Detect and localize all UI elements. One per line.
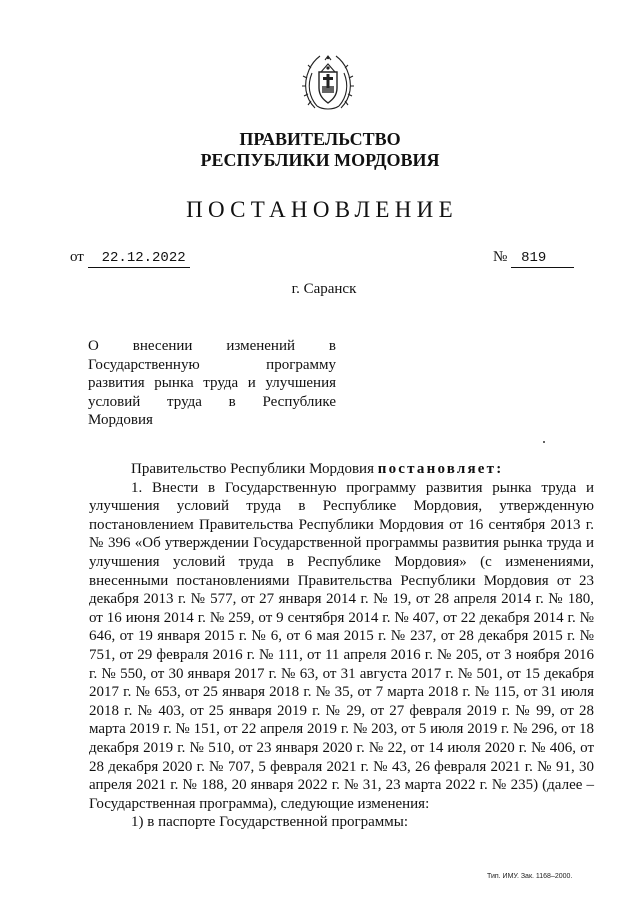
paragraph-1: 1. Внести в Государственную программу развития рынка труда и улучшения условий труда в Республике Мордовия, утвержденную постановлением Правительства Республики Мордовия от 16 сентября 2013 г. № 396 «Об утверждении Государственной программы развития рынка труда и улучшения условий труда в Республике Мордовия» (с изменениями, внесенными постановлениями Правительства Республики Мордовия от 23 декабря 2013 г. № 577, от 27 января 2014 г. № 19, от 28 апреля 2014 г. № 180, от 16 июня 2014 г. № 259, от 9 сентября 2014 г. № 407, от 22 декабря 2014 г. № 646, от 19 января 2015 г. № 6, от 6 мая 2015 г. № 237, от 28 декабря 2015 г. № 751, от 29 февраля 2016 г. № 111, от 11 апреля 2016 г. № 205, от 3 ноября 2016 г. № 550, от 30 января 2017 г. № 63, от 31 августа 2017 г. № 501, от 15 декабря 2017 г. № 653, от 25 января 2018 г. № 35, от 7 марта 2018 г. № 115, от 31 июля 2018 г. № 403, от 25 января 2019 г. № 29, от 27 февраля 2019 г. № 99, от 28 марта 2019 г. № 151, от 22 апреля 2019 г. № 203, от 5 июля 2019 г. № 296, от 18 декабря 2019 г. № 510, от 23 января 2020 г. № 22, от 14 июля 2020 г. № 406, от 28 декабря 2020 г. № 707, 5 февраля 2021 г. № 43, 26 февраля 2021 г. № 91, 30 апреля 2021 г. № 188, 20 января 2022 г. № 31, 23 марта 2022 г. № 235) (далее – Государственная программа), следующие изменения: [89, 479, 594, 812]
paragraph-2: 1) в паспорте Государственной программы: [131, 814, 409, 831]
intro-keyword: постановляет: [377, 461, 504, 477]
intro-paragraph [89, 460, 594, 479]
number-value: 819 [521, 250, 547, 266]
title-line: Мордовия [88, 412, 153, 428]
date-prefix: от [70, 249, 84, 265]
document-type-heading: ПОСТАНОВЛЕНИЕ [186, 197, 458, 222]
title-line: О внесении изменений в [88, 338, 336, 354]
decree-number [493, 248, 574, 268]
government-title-line2: РЕСПУБЛИКИ МОРДОВИЯ [200, 150, 440, 170]
print-note: Тип. ИМУ. Зак. 1168–2000. [487, 873, 573, 880]
scan-artifact [543, 441, 545, 443]
city: г. Саранск [291, 281, 357, 297]
decree-date [70, 248, 190, 268]
title-line: условий труда в Республике [88, 393, 336, 410]
decree-subject-title [88, 337, 336, 430]
coat-of-arms-icon [301, 48, 355, 114]
decree-body [89, 460, 594, 832]
intro-text: Правительство Республики Мордовия [131, 461, 378, 477]
government-title-line1: ПРАВИТЕЛЬСТВО [239, 129, 401, 149]
date-value: 22.12.2022 [101, 250, 186, 266]
title-line: Государственную программу [88, 356, 336, 373]
title-line: развития рынка труда и улучшения [88, 375, 336, 391]
number-prefix: № [493, 249, 508, 265]
